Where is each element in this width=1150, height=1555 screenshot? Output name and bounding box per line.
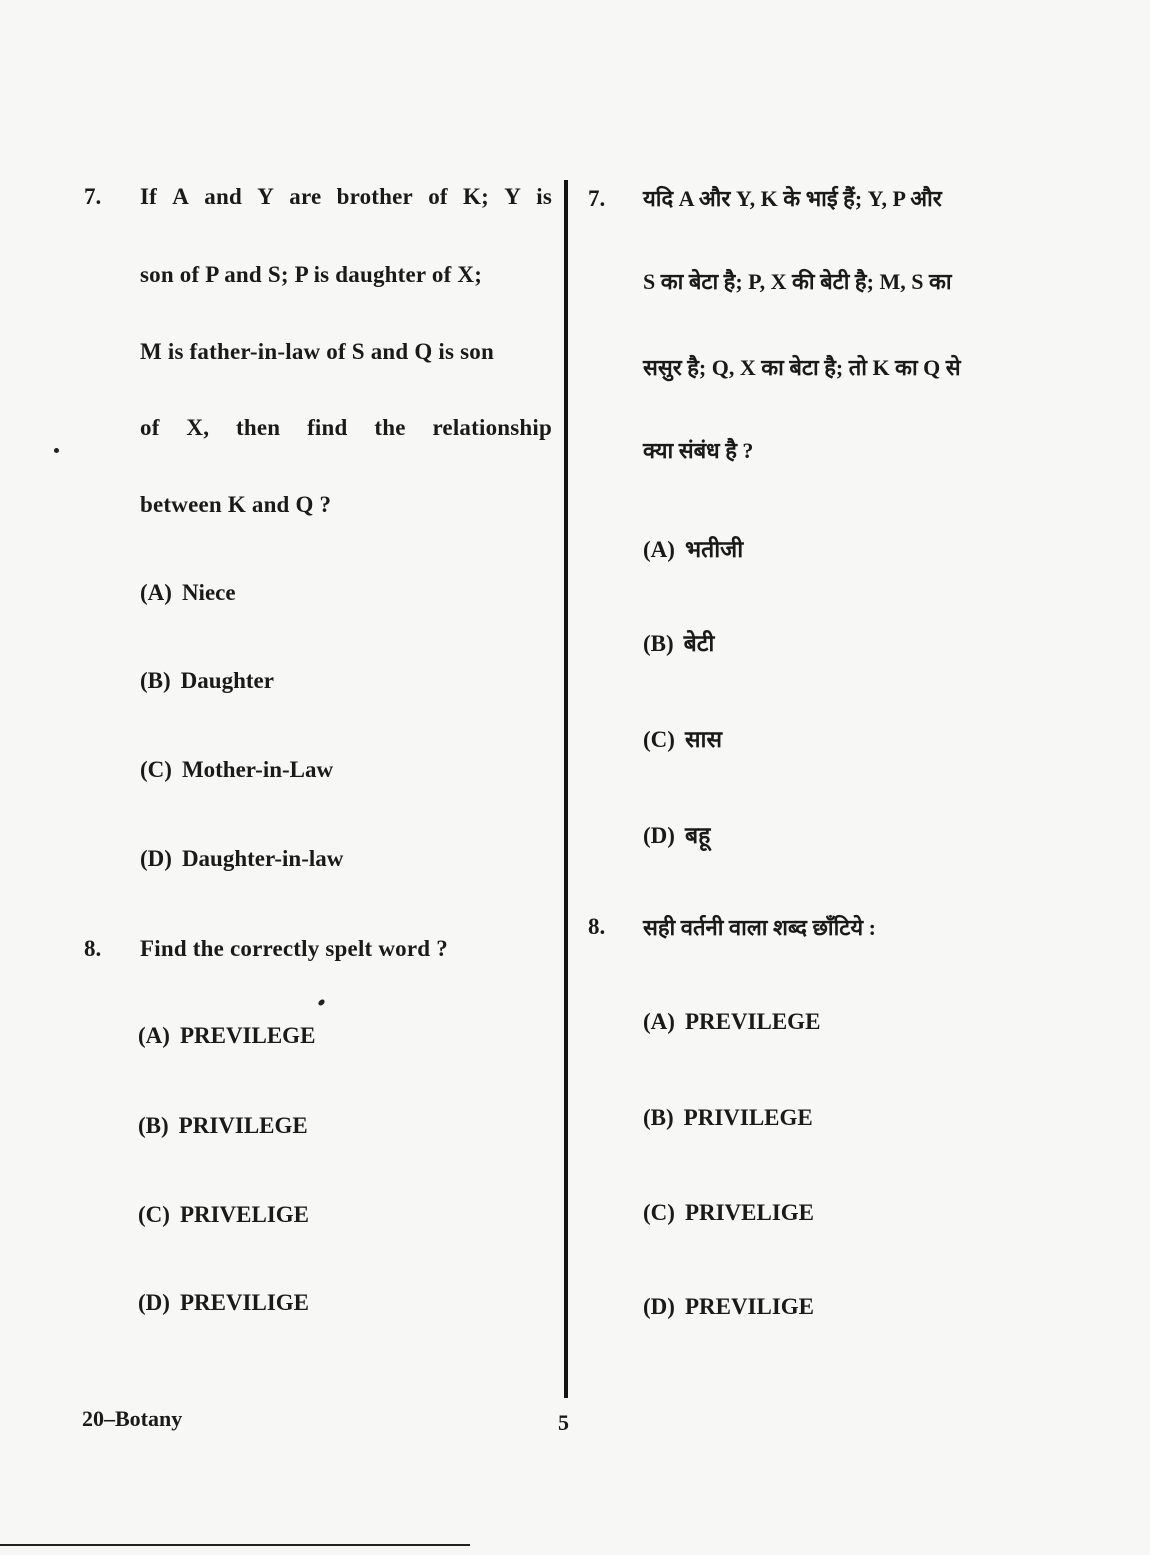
left-q7-option-d: (D) Daughter-in-law <box>140 846 344 871</box>
column-divider <box>564 180 568 1398</box>
footer-page-number: 5 <box>558 1410 569 1435</box>
right-q7-line-2: S का बेटा है; P, X की बेटी है; M, S का <box>643 269 952 294</box>
right-q8-option-a: (A) PREVILEGE <box>643 1009 821 1034</box>
right-q8-option-d: (D) PREVILIGE <box>643 1294 815 1319</box>
left-q7-line-4: of X, then find the relationship <box>140 415 552 440</box>
scan-speck <box>54 448 59 453</box>
right-q8-option-c: (C) PRIVELIGE <box>643 1200 815 1225</box>
left-q7-line-1: If A and Y are brother of K; Y is <box>140 184 552 209</box>
right-q7-number: 7. <box>588 186 606 211</box>
left-q7-line-3: M is father-in-law of S and Q is son <box>140 339 494 364</box>
right-q7-option-b: (B) बेटी <box>643 631 715 656</box>
left-q8-option-a: (A) PREVILEGE <box>138 1023 316 1048</box>
right-q8-number: 8. <box>588 914 606 939</box>
left-q8-number: 8. <box>84 936 102 961</box>
left-q7-option-c: (C) Mother-in-Law <box>140 757 334 782</box>
right-q8-option-b: (B) PRIVILEGE <box>643 1105 813 1130</box>
left-q7-number: 7. <box>84 184 102 209</box>
bottom-rule <box>0 1544 470 1546</box>
left-q7-option-a: (A) Niece <box>140 580 236 605</box>
right-q7-option-c: (C) सास <box>643 727 722 752</box>
right-q7-option-a: (A) भतीजी <box>643 537 744 562</box>
right-q8-question: सही वर्तनी वाला शब्द छाँटिये : <box>643 915 876 940</box>
left-q8-option-c: (C) PRIVELIGE <box>138 1202 310 1227</box>
scan-speck <box>317 998 326 1006</box>
right-q7-line-1: यदि A और Y, K के भाई हैं; Y, P और <box>643 186 942 211</box>
right-q7-line-4: क्या संबंध है ? <box>643 438 754 463</box>
footer-subject: 20–Botany <box>82 1406 183 1431</box>
right-q7-option-d: (D) बहू <box>643 823 711 848</box>
left-q8-option-b: (B) PRIVILEGE <box>138 1113 308 1138</box>
left-q7-line-5: between K and Q ? <box>140 492 332 517</box>
left-q8-question: Find the correctly spelt word ? <box>140 936 448 961</box>
left-q8-option-d: (D) PREVILIGE <box>138 1290 310 1315</box>
right-q7-line-3: ससुर है; Q, X का बेटा है; तो K का Q से <box>643 355 961 380</box>
left-q7-line-2: son of P and S; P is daughter of X; <box>140 262 483 287</box>
left-q7-option-b: (B) Daughter <box>140 668 274 693</box>
